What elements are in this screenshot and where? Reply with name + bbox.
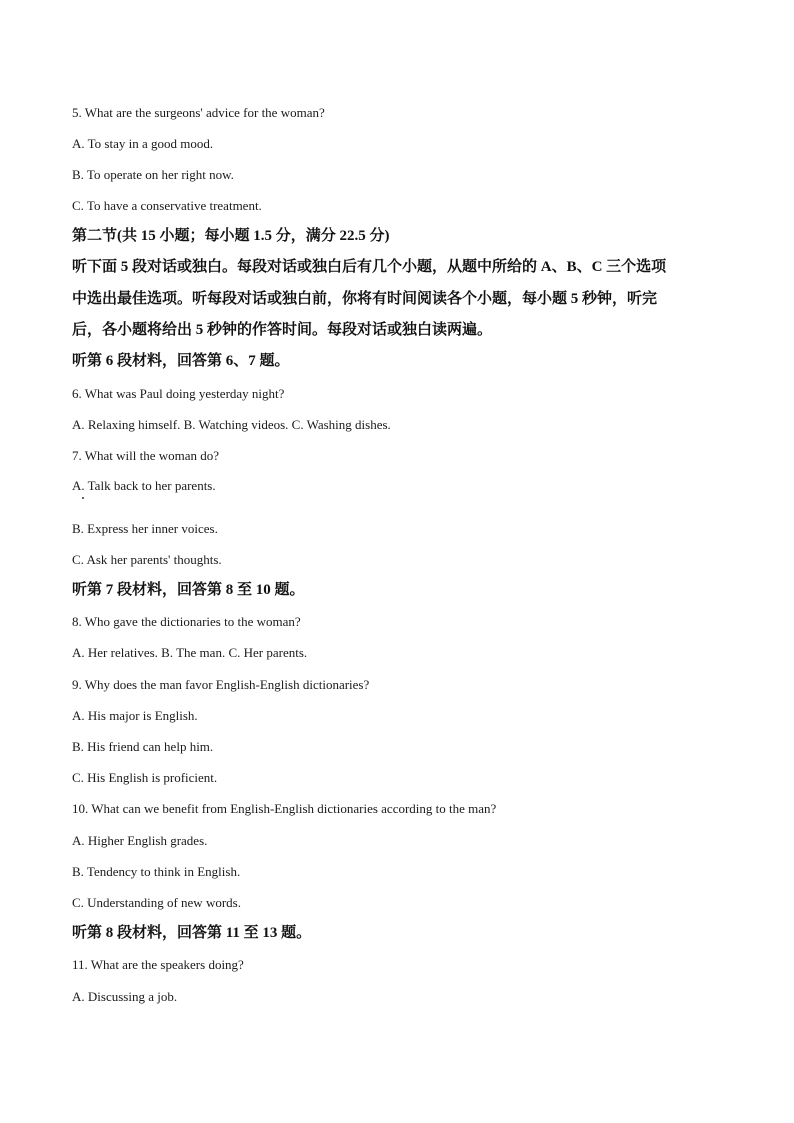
q11-option-a: A. Discussing a job. xyxy=(72,989,178,1004)
q8-options: A. Her relatives. B. The man. C. Her parents. xyxy=(72,645,308,660)
q5-option-c: C. To have a conservative treatment. xyxy=(72,198,262,213)
section-instruction-line-1: 听下面 5 段对话或独白。每段对话或独白后有几个小题，从题中所给的 A、B、C 三个选项 xyxy=(72,259,667,275)
q9-option-a: A. His major is English. xyxy=(72,708,198,723)
q7-option-b: B. Express her inner voices. xyxy=(72,521,218,536)
stray-dot xyxy=(82,497,84,499)
q6-options: A. Relaxing himself. B. Watching videos. C. Washing dishes. xyxy=(72,417,391,432)
question-7: 7. What will the woman do? xyxy=(72,448,220,463)
q10-option-b: B. Tendency to think in English. xyxy=(72,864,241,879)
question-8: 8. Who gave the dictionaries to the woman? xyxy=(72,614,301,629)
q5-option-b: B. To operate on her right now. xyxy=(72,167,234,182)
section-instruction-line-3: 后，各小题将给出 5 秒钟的作答时间。每段对话或独白读两遍。 xyxy=(72,322,493,338)
material-7-heading: 听第 7 段材料，回答第 8 至 10 题。 xyxy=(72,582,305,598)
question-11: 11. What are the speakers doing? xyxy=(72,957,244,972)
q10-option-c: C. Understanding of new words. xyxy=(72,895,241,910)
question-10: 10. What can we benefit from English-English dictionaries according to the man? xyxy=(72,801,497,816)
q5-option-a: A. To stay in a good mood. xyxy=(72,136,214,151)
q7-option-a: A. Talk back to her parents. xyxy=(72,478,216,493)
question-5: 5. What are the surgeons' advice for the woman? xyxy=(72,105,325,120)
section-instruction-line-2: 中选出最佳选项。听每段对话或独白前，你将有时间阅读各个小题，每小题 5 秒钟，听完 xyxy=(72,291,658,307)
q10-option-a: A. Higher English grades. xyxy=(72,833,208,848)
material-8-heading: 听第 8 段材料，回答第 11 至 13 题。 xyxy=(72,925,312,941)
q9-option-b: B. His friend can help him. xyxy=(72,739,214,754)
question-6: 6. What was Paul doing yesterday night? xyxy=(72,386,285,401)
q9-option-c: C. His English is proficient. xyxy=(72,770,218,785)
q7-option-c: C. Ask her parents' thoughts. xyxy=(72,552,222,567)
material-6-heading: 听第 6 段材料，回答第 6、7 题。 xyxy=(72,353,290,369)
question-9: 9. Why does the man favor English-English dictionaries? xyxy=(72,677,370,692)
section-heading: 第二节(共 15 小题；每小题 1.5 分，满分 22.5 分) xyxy=(72,228,390,244)
